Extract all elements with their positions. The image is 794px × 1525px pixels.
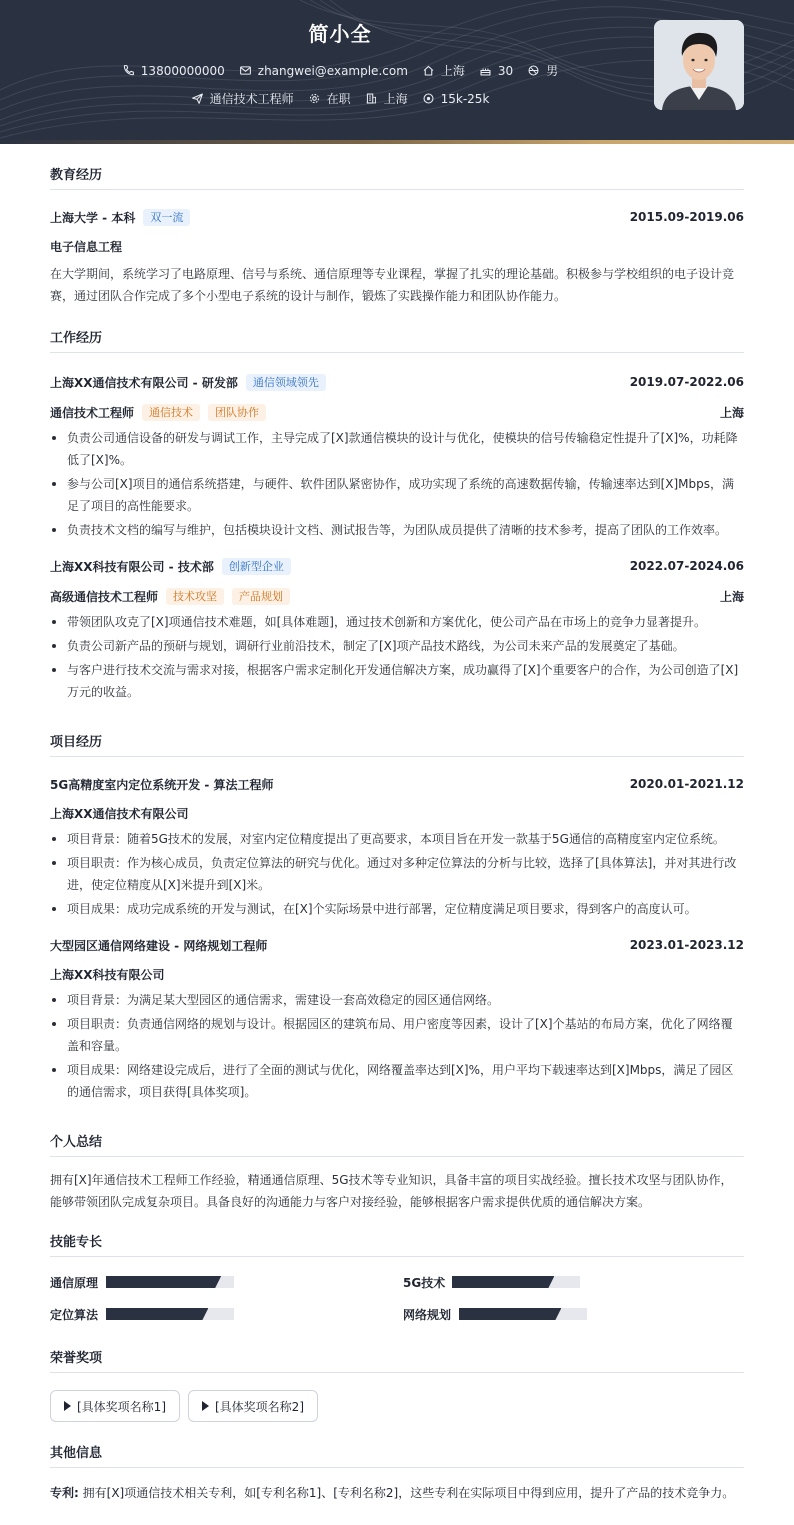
skill-bar-fill: [459, 1308, 561, 1320]
building-icon: [365, 92, 378, 105]
award-item: [188, 1390, 318, 1422]
list-item: 参与公司[X]项目的通信系统搭建，与硬件、软件团队紧密协作，成功实现了系统的高速数据传输，传输速率达到[X]Mbps，满足了项目的高性能要求。: [50, 473, 744, 517]
contact-gender: [527, 62, 558, 79]
position-name: 通信技术工程师: [50, 405, 135, 420]
education-date: 2015.09-2019.06: [629, 210, 744, 224]
skill-item: [50, 1275, 403, 1289]
project-entry: [50, 775, 744, 920]
gender-value: 男: [546, 64, 559, 78]
skill-name: 定位算法: [50, 1307, 99, 1322]
skill-item: [50, 1307, 403, 1321]
company-name: 上海XX科技有限公司 - 技术部: [50, 559, 214, 574]
intent-salary-text: 15k-25k: [440, 91, 490, 106]
email-address: zhangwei@example.com: [257, 63, 408, 78]
position-name: 高级通信技术工程师: [50, 589, 159, 604]
award-item: [50, 1390, 180, 1422]
project-company: 上海XX通信技术有限公司: [50, 807, 189, 821]
list-item: 负责技术文档的编写与维护，包括模块设计文档、测试报告等，为团队成员提供了清晰的技术参考，提高了团队的工作效率。: [50, 519, 744, 541]
section-title-awards: 荣誉奖项: [50, 1347, 744, 1373]
school-tag: 双一流: [143, 209, 190, 226]
project-date: 2023.01-2023.12: [629, 938, 744, 952]
section-title-skills: 技能专长: [50, 1231, 744, 1257]
project-name: 5G高精度室内定位系统开发 - 算法工程师: [50, 777, 274, 792]
summary-text: 拥有[X]年通信技术工程师工作经验，精通通信原理、5G技术等专业知识，具备丰富的项目实战经验。擅长技术攻坚与团队协作，能够带领团队完成复杂项目。具备良好的沟通能力与客户对接经验，能够根据客户需求提供优质的通信解决方案。: [50, 1173, 733, 1209]
phone-icon: [122, 64, 135, 77]
contact-age: [479, 64, 513, 78]
job-intent-row: [0, 90, 680, 107]
section-title-work: 工作经历: [50, 327, 744, 353]
section-title-education: 教育经历: [50, 164, 744, 190]
company-tag: 通信领域领先: [246, 374, 326, 391]
education-section: [50, 164, 744, 307]
intent-status: [308, 90, 351, 107]
projects-section: [50, 731, 744, 1103]
work-bullets: [50, 611, 744, 703]
skill-bar-fill: [106, 1276, 221, 1288]
school-name: 上海大学 - 本科: [50, 210, 136, 225]
skill-name: 5G技术: [403, 1275, 446, 1290]
award-name: [具体奖项名称2]: [215, 1399, 304, 1414]
work-date: 2019.07-2022.06: [629, 375, 744, 389]
work-entry: [50, 557, 744, 703]
contact-row: [0, 62, 680, 79]
position-tag: 产品规划: [232, 588, 290, 605]
work-bullets: [50, 427, 744, 541]
home-city: 上海: [440, 64, 465, 78]
send-icon: [191, 92, 204, 105]
age-icon: [479, 64, 492, 77]
contact-email: [239, 64, 408, 78]
resume-content: [50, 144, 744, 1504]
section-title-other: 其他信息: [50, 1442, 744, 1468]
skill-bar-fill: [452, 1276, 554, 1288]
project-date: 2020.01-2021.12: [629, 777, 744, 791]
list-item: 负责公司通信设备的研发与调试工作，主导完成了[X]款通信模块的设计与优化，使模块的信号传输稳定性提升了[X]%，功耗降低了[X]%。: [50, 427, 744, 471]
work-location: 上海: [719, 405, 744, 420]
list-item: 项目背景：为满足某大型园区的通信需求，需建设一套高效稳定的园区通信网络。: [50, 989, 744, 1011]
avatar: [654, 20, 744, 110]
other-section: [50, 1442, 744, 1504]
list-item: 项目背景：随着5G技术的发展，对室内定位精度提出了更高要求，本项目旨在开发一款基于5G通信的高精度室内定位系统。: [50, 828, 744, 850]
skill-bar: [106, 1276, 234, 1288]
home-icon: [422, 64, 435, 77]
education-entry-head: [50, 208, 744, 226]
project-entry-head: [50, 775, 744, 793]
skill-name: 通信原理: [50, 1275, 99, 1290]
summary-section: [50, 1131, 744, 1213]
position-tag: 通信技术: [142, 404, 200, 421]
resume-header: [0, 0, 794, 140]
play-icon: [202, 1401, 209, 1411]
intent-city: [365, 90, 408, 107]
skill-item: [403, 1275, 744, 1289]
work-entry-head: [50, 557, 744, 575]
intent-position: [191, 90, 294, 107]
list-item: 带领团队攻克了[X]项通信技术难题，如[具体难题]，通过技术创新和方案优化，使公司产品在市场上的竞争力显著提升。: [50, 611, 744, 633]
contact-phone: [122, 64, 225, 78]
project-bullets: [50, 989, 744, 1103]
awards-section: [50, 1347, 744, 1422]
work-section: [50, 327, 744, 703]
position-tag: 团队协作: [208, 404, 266, 421]
phone-number: 13800000000: [140, 63, 225, 78]
work-position-row: [50, 587, 744, 605]
contact-city: [422, 62, 465, 79]
major-name: 电子信息工程: [50, 240, 123, 254]
list-item: 项目成果：网络建设完成后，进行了全面的测试与优化，网络覆盖率达到[X]%，用户平均下载速率达到[X]Mbps，满足了园区的通信需求，项目获得[具体奖项]。: [50, 1059, 744, 1103]
position-tag: 技术攻坚: [166, 588, 224, 605]
candidate-name: 简小全: [308, 22, 372, 46]
list-item: 项目职责：作为核心成员，负责定位算法的研究与优化。通过对多种定位算法的分析与比较，选择了[具体算法]，并对其进行改进，使定位精度从[X]米提升到[X]米。: [50, 852, 744, 896]
company-name: 上海XX通信技术有限公司 - 研发部: [50, 375, 238, 390]
skills-section: [50, 1231, 744, 1321]
gender-icon: [527, 64, 540, 77]
list-item: 负责公司新产品的预研与规划，调研行业前沿技术，制定了[X]项产品技术路线，为公司未来产品的发展奠定了基础。: [50, 635, 744, 657]
patent-text: 拥有[X]项通信技术相关专利，如[专利名称1]、[专利名称2]，这些专利在实际项目中得到应用，提升了产品的技术竞争力。: [82, 1486, 735, 1500]
project-bullets: [50, 828, 744, 920]
intent-position-text: 通信技术工程师: [209, 92, 294, 106]
list-item: 项目职责：负责通信网络的规划与设计。根据园区的建筑布局、用户密度等因素，设计了[X]个基站的布局方案，优化了网络覆盖和容量。: [50, 1013, 744, 1057]
intent-status-text: 在职: [326, 92, 351, 106]
work-date: 2022.07-2024.06: [629, 559, 744, 573]
award-name: [具体奖项名称1]: [77, 1399, 166, 1414]
section-title-projects: 项目经历: [50, 731, 744, 757]
gear-icon: [308, 92, 321, 105]
intent-city-text: 上海: [383, 92, 408, 106]
company-tag: 创新型企业: [222, 558, 291, 575]
project-entry-head: [50, 936, 744, 954]
skill-name: 网络规划: [403, 1307, 452, 1322]
play-icon: [64, 1401, 71, 1411]
skill-bar: [106, 1308, 234, 1320]
section-title-summary: 个人总结: [50, 1131, 744, 1157]
work-entry-head: [50, 373, 744, 391]
other-info: [50, 1482, 744, 1504]
skill-bar-fill: [106, 1308, 208, 1320]
skills-grid: [50, 1275, 744, 1321]
work-entry: [50, 373, 744, 541]
list-item: 与客户进行技术交流与需求对接，根据客户需求定制化开发通信解决方案，成功赢得了[X]个重要客户的合作，为公司创造了[X]万元的收益。: [50, 659, 744, 703]
skill-item: [403, 1307, 744, 1321]
project-name: 大型园区通信网络建设 - 网络规划工程师: [50, 938, 268, 953]
intent-salary: [422, 92, 490, 106]
project-entry: [50, 936, 744, 1103]
work-location: 上海: [719, 589, 744, 604]
skill-bar: [459, 1308, 587, 1320]
coin-icon: [422, 92, 435, 105]
email-icon: [239, 64, 252, 77]
education-description: 在大学期间，系统学习了电路原理、信号与系统、通信原理等专业课程，掌握了扎实的理论基础。积极参与学校组织的电子设计竞赛，通过团队合作完成了多个小型电子系统的设计与制作，锻炼了实践操作能力和团队协作能力。: [50, 267, 735, 303]
awards-list: [50, 1390, 744, 1422]
patent-label: 专利:: [50, 1486, 79, 1500]
list-item: 项目成果：成功完成系统的开发与测试，在[X]个实际场景中进行部署，定位精度满足项目要求，得到客户的高度认可。: [50, 898, 744, 920]
skill-bar: [452, 1276, 580, 1288]
age-value: 30: [497, 63, 514, 78]
project-company: 上海XX科技有限公司: [50, 968, 165, 982]
work-position-row: [50, 403, 744, 421]
